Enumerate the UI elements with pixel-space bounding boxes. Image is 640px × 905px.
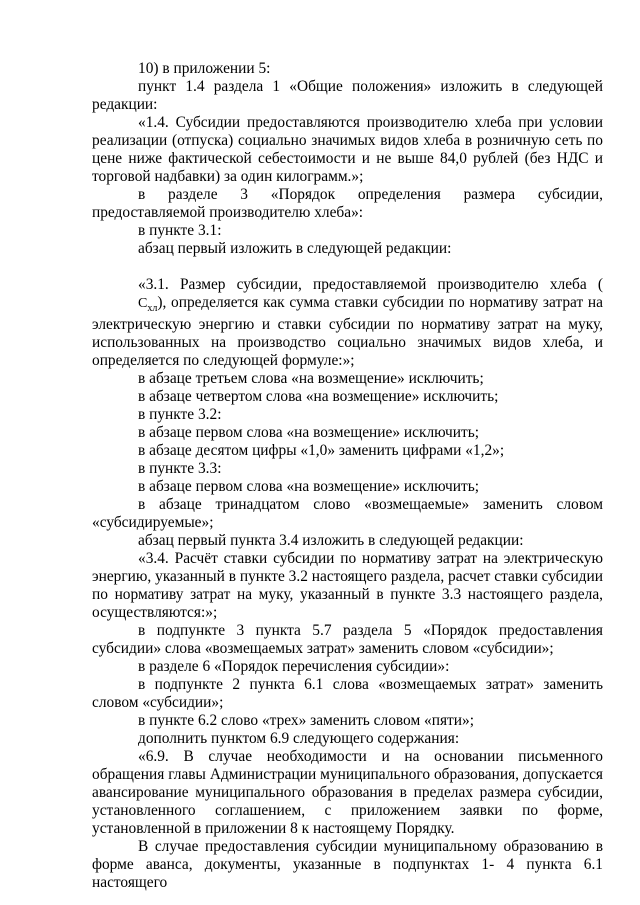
paragraph: пункт 1.4 раздела 1 «Общие положения» изложить в следующей редакции: (92, 78, 603, 113)
paragraph: дополнить пунктом 6.9 следующего содержания: (138, 729, 460, 747)
paragraph: в абзаце десятом цифры «1,0» заменить цифрами «1,2»; (138, 441, 505, 459)
paragraph: абзац первый изложить в следующей редакции: (138, 240, 452, 257)
paragraph: в разделе 6 «Порядок перечисления субсидии»: (138, 657, 450, 675)
symbol-subscript: хл (147, 302, 158, 314)
paragraph: «3.4. Расчёт ставки субсидии по нормативу затрат на электрическую энергию, указанный в пункте 3.2 настоящего раздела, расчет ставки субсидии по нормативу затрат на муку, указанный в пункте 3.3 настоящего раздела, осуществляются:»; (92, 549, 603, 621)
paragraph: в пункте 3.1: (138, 222, 222, 239)
paragraph: «6.9. В случае необходимости и на основании письменного обращения главы Администрации муниципального образования, допускается авансирование муниципального образования в пределах размера субсидии, установленного соглашением, с приложением заявки по форме, установленной в приложении 8 к настоящему Порядку. (92, 747, 603, 837)
paragraph: в подпункте 3 пункта 5.7 раздела 5 «Порядок предоставления субсидии» слова «возмещаемых затрат» заменить словом «субсидии»; (92, 621, 603, 657)
paragraph: В случае предоставления субсидии муниципальному образованию в форме аванса, документы, указанные в подпунктах 1- 4 пункта 6.1 настоящего (92, 837, 603, 891)
paragraph: 10) в приложении 5: (138, 60, 271, 77)
document-page (92, 60, 603, 892)
paragraph: абзац первый пункта 3.4 изложить в следующей редакции: (138, 531, 524, 549)
paragraph: в абзаце четвертом слова «на возмещение» исключить; (138, 387, 499, 405)
formula-symbol (92, 297, 157, 316)
p31-text-before: «3.1. Размер субсидии, предоставляемой производителю хлеба ( (138, 276, 603, 293)
paragraph: в подпункте 2 пункта 6.1 слова «возмещаемых затрат» заменить словом «субсидии»; (92, 675, 603, 711)
paragraph: в разделе 3 «Порядок определения размера субсидии, предоставляемой производителю хлеба»: (92, 186, 603, 221)
paragraph: в пункте 6.2 слово «трех» заменить словом «пяти»; (138, 711, 474, 729)
paragraph: в абзаце третьем слова «на возмещение» исключить; (138, 369, 484, 387)
paragraph: в абзаце первом слова «на возмещение» исключить; (138, 423, 480, 441)
symbol-main: С (138, 296, 148, 311)
paragraph: в пункте 3.3: (138, 459, 222, 477)
p31-text-after: ), определяется как сумма ставки субсидии по нормативу затрат на электрическую энергию и ставки субсидии по нормативу затрат на муку, использованных на производство социально значимых видов хлеба, и определяется по следующей формуле:»; (92, 294, 603, 369)
paragraph: в пункте 3.2: (138, 405, 222, 423)
paragraph: в абзаце первом слова «на возмещение» исключить; (138, 477, 480, 495)
paragraph: «1.4. Субсидии предоставляются производителю хлеба при условии реализации (отпуска) социально значимых видов хлеба в розничную сеть по цене ниже фактической себестоимости и не выше 84,0 рублей (без НДС и торговой надбавки) за один килограмм.»; (92, 114, 603, 185)
paragraph-3-1 (92, 276, 603, 370)
paragraph: в абзаце тринадцатом слово «возмещаемые» заменить словом «субсидируемые»; (92, 495, 603, 531)
